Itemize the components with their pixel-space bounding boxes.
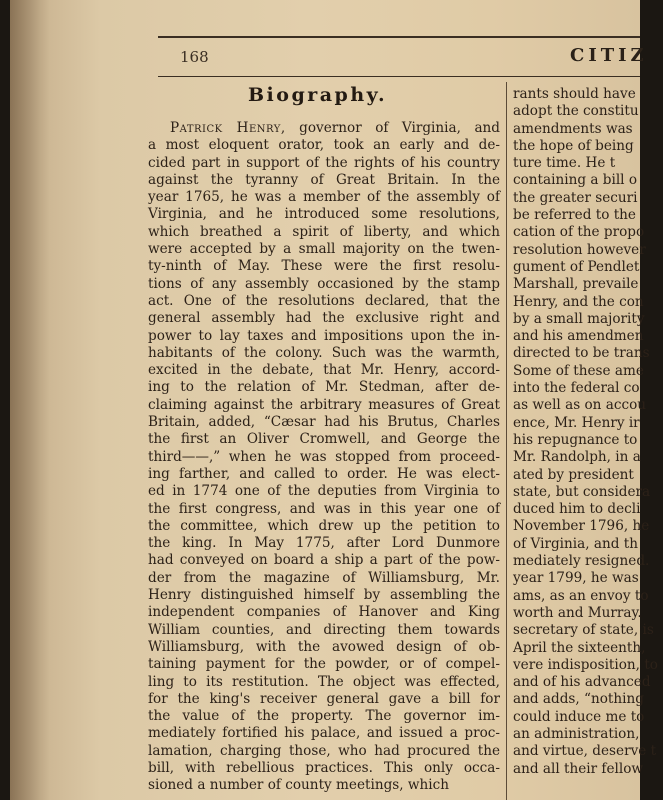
article-line: year 1765, he was a member of the assembly of xyxy=(148,189,500,206)
article-line: were accepted by a small majority on the twen- xyxy=(148,241,500,258)
right-column-line: could induce me to xyxy=(513,708,645,725)
right-column-line: be referred to the xyxy=(513,207,636,224)
article-line: had conveyed on board a ship a part of the pow- xyxy=(148,552,500,569)
article-line-text: governor of Virginia, and xyxy=(285,120,501,136)
right-column-line: April the sixteenth, xyxy=(513,639,646,656)
right-column-line: the hope of being xyxy=(513,137,634,154)
article-line: a most eloquent orator, took an early and de- xyxy=(148,137,500,154)
article-line: the committee, which drew up the petition to xyxy=(148,517,500,534)
article-line: ing farther, and called to order. He was elect- xyxy=(148,465,500,482)
right-column-line: the greater securi xyxy=(513,189,638,206)
article-line: independent companies of Hanover and King xyxy=(148,604,500,621)
article-line: the king. In May 1775, after Lord Dunmore xyxy=(148,535,500,552)
right-column-line: ence, Mr. Henry ir xyxy=(513,414,640,431)
article-column-right xyxy=(513,86,663,778)
right-column-line: and adds, “nothing xyxy=(513,691,644,708)
article-title: Biography. xyxy=(248,84,388,106)
right-column-line: and of his advanced xyxy=(513,674,651,691)
article-line: Britain, added, “Cæsar had his Brutus, Charles xyxy=(148,414,500,431)
lead-name: Patrick Henry, xyxy=(170,120,286,136)
article-line: ing to the relation of Mr. Stedman, after de- xyxy=(148,379,500,396)
right-column-line: and virtue, deserve t xyxy=(513,743,657,760)
article-line: cided part in support of the rights of his country xyxy=(148,154,500,171)
article-line: tions of any assembly occasioned by the stamp xyxy=(148,275,500,292)
right-column-line: secretary of state, is xyxy=(513,622,654,639)
right-column-line: ture time. He t xyxy=(513,155,616,172)
column-divider xyxy=(506,82,507,800)
top-rule xyxy=(158,36,640,38)
article-line: ty-ninth of May. These were the first resolu- xyxy=(148,258,500,275)
right-column-line: Henry, and the con xyxy=(513,293,644,310)
article-line: sioned a number of county meetings, which xyxy=(148,777,450,794)
header-rule xyxy=(158,76,640,77)
right-column-line: November 1796, he xyxy=(513,518,650,535)
article-line: the first congress, and was in this year one of xyxy=(148,500,500,517)
article-line: ed in 1774 one of the deputies from Virginia to xyxy=(148,483,500,500)
right-column-line: and his amendmen xyxy=(513,328,644,345)
article-line: which breathed a spirit of liberty, and which xyxy=(148,223,500,240)
right-column-line: ams, as an envoy to xyxy=(513,587,649,604)
article-line: power to lay taxes and impositions upon the in- xyxy=(148,327,500,344)
right-column-line: gument of Pendlet xyxy=(513,258,640,275)
right-column-line: amendments was xyxy=(513,120,633,137)
article-line: claiming against the arbitrary measures of Great xyxy=(148,396,500,413)
right-column-line: Mr. Randolph, in a xyxy=(513,449,641,466)
right-column-line: by a small majority xyxy=(513,310,645,327)
article-line: excited in the debate, that Mr. Henry, accord- xyxy=(148,362,500,379)
article-column-left xyxy=(148,120,500,795)
right-column-line: containing a bill o xyxy=(513,172,638,189)
page-number: 168 xyxy=(180,48,209,66)
right-column-line: as well as on accou xyxy=(513,397,647,414)
article-line: ling to its restitution. The object was effected, xyxy=(148,673,500,690)
article-line: William counties, and directing them towards xyxy=(148,621,500,638)
right-column-line: into the federal co xyxy=(513,380,640,397)
right-column-line: year 1799, he was xyxy=(513,570,639,587)
article-line: Virginia, and he introduced some resolutions, xyxy=(148,206,500,223)
right-column-line: an administration, xyxy=(513,725,640,742)
article-line: the value of the property. The governor im- xyxy=(148,708,500,725)
article-line: the first an Oliver Cromwell, and George the xyxy=(148,431,500,448)
article-line: act. One of the resolutions declared, that the xyxy=(148,292,500,309)
article-line: general assembly had the exclusive right and xyxy=(148,310,500,327)
right-column-line: Some of these ame xyxy=(513,362,644,379)
article-line: bill, with rebellious practices. This only occa- xyxy=(148,759,500,776)
right-column-line: adopt the constitu xyxy=(513,103,639,120)
article-line: third——,” when he was stopped from proceed- xyxy=(148,448,500,465)
article-line: against the tyranny of Great Britain. In the xyxy=(148,171,500,188)
page-spine-shadow xyxy=(10,0,50,800)
newspaper-page xyxy=(10,0,658,800)
running-head: CITIZ xyxy=(570,45,648,66)
right-column-line: duced him to decli xyxy=(513,501,641,518)
article-line: Henry distinguished himself by assembling the xyxy=(148,587,500,604)
right-column-line: directed to be trans xyxy=(513,345,650,362)
article-line: mediately fortified his palace, and issued a proc- xyxy=(148,725,500,742)
article-line: der from the magazine of Williamsburg, Mr. xyxy=(148,569,500,586)
right-column-line: worth and Murray. xyxy=(513,604,642,621)
right-column-line: and all their fellow xyxy=(513,760,644,777)
right-column-line: his repugnance to xyxy=(513,431,638,448)
right-column-line: Marshall, prevaile xyxy=(513,276,639,293)
article-line xyxy=(148,120,500,137)
article-line: taining payment for the powder, or of compel- xyxy=(148,656,500,673)
article-line: Williamsburg, with the avowed design of ob- xyxy=(148,638,500,655)
right-column-line: state, but considera xyxy=(513,483,651,500)
article-line: lamation, charging those, who had procured the xyxy=(148,742,500,759)
right-column-line: ated by president xyxy=(513,466,634,483)
right-column-line: rants should have xyxy=(513,86,636,102)
right-column-line: vere indisposition, to xyxy=(513,656,658,673)
article-line: habitants of the colony. Such was the warmth, xyxy=(148,344,500,361)
right-column-line: resolution however xyxy=(513,241,646,258)
right-column-line: of Virginia, and th xyxy=(513,535,638,552)
right-column-line: cation of the propo xyxy=(513,224,645,241)
article-line: for the king's receiver general gave a bill for xyxy=(148,690,500,707)
right-column-line: mediately resigned. xyxy=(513,553,650,570)
